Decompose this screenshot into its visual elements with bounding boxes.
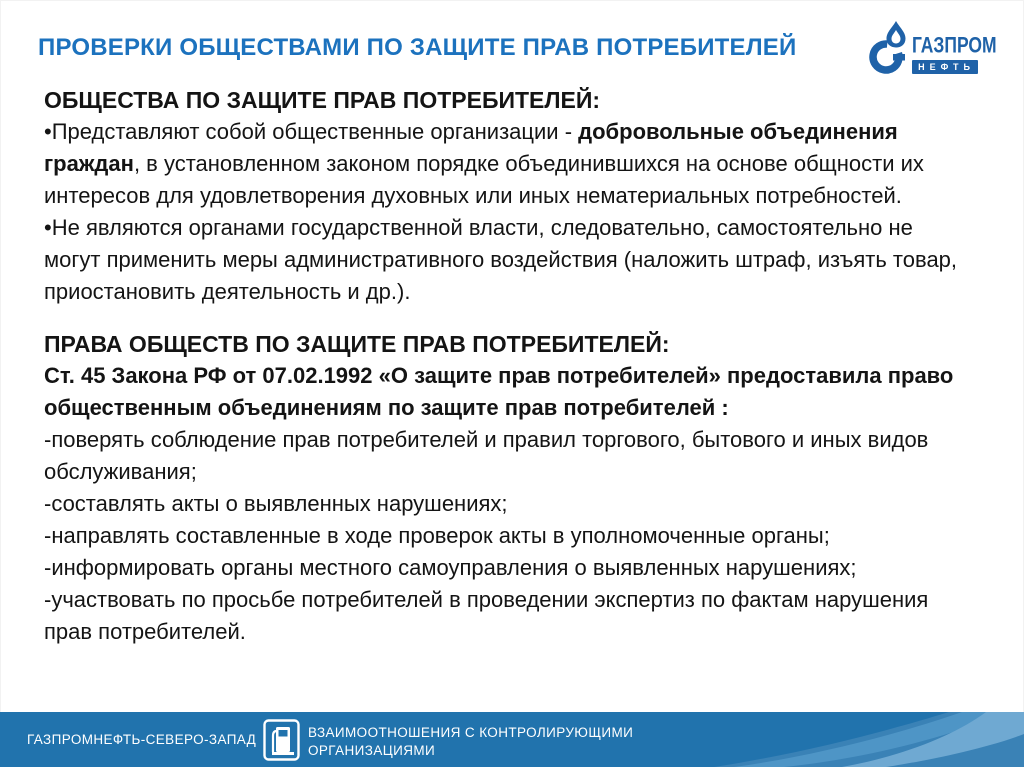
footer-topic-line2: ОРГАНИЗАЦИЯМИ bbox=[308, 743, 436, 758]
slide-title: ПРОВЕРКИ ОБЩЕСТВАМИ ПО ЗАЩИТЕ ПРАВ ПОТРЕБИТЕЛЕЙ bbox=[38, 34, 797, 61]
footer-topic-line1: ВЗАИМООТНОШЕНИЯ С КОНТРОЛИРУЮЩИМИ bbox=[308, 725, 634, 740]
rights-item: -составлять акты о выявленных нарушениях; bbox=[44, 491, 508, 516]
section1-bullet2: •Не являются органами государственной власти, следовательно, самостоятельно не могут применить меры административного воздействия (наложить штраф, изъять товар, приостановить деятельность и др.). bbox=[44, 215, 958, 304]
logo-text bbox=[912, 33, 1004, 76]
bullet1-text-pre: •Представляют собой общественные организации - bbox=[44, 119, 579, 144]
rights-item: -поверять соблюдение прав потребителей и правил торгового, бытового и иных видов обслуживания; bbox=[44, 427, 929, 484]
footer-swoosh-decoration bbox=[714, 712, 1024, 767]
fuel-pump-icon bbox=[263, 719, 300, 761]
section1-heading: ОБЩЕСТВА ПО ЗАЩИТЕ ПРАВ ПОТРЕБИТЕЛЕЙ: bbox=[44, 87, 601, 113]
slide-body bbox=[44, 84, 972, 648]
bullet1-text-bold: добровольные объединения граждан bbox=[44, 119, 898, 176]
rights-item: -участвовать по просьбе потребителей в проведении экспертиз по фактам нарушения прав потребителей. bbox=[44, 587, 929, 644]
section2-intro: Ст. 45 Закона РФ от 07.02.1992 «О защите прав потребителей» предоставила право общественным объединениям по защите прав потребителей : bbox=[44, 363, 954, 420]
rights-item: -направлять составленные в ходе проверок акты в уполномоченные органы; bbox=[44, 523, 830, 548]
bullet1-text-post: , в установленном законом порядке объединившихся на основе общности их интересов для удовлетворения духовных или иных нематериальных потребностей. bbox=[44, 151, 924, 208]
rights-item: -информировать органы местного самоуправления о выявленных нарушениях; bbox=[44, 555, 857, 580]
rights-list bbox=[44, 424, 972, 648]
logo-brand-text: ГАЗПРОМ bbox=[912, 33, 997, 59]
gazprom-neft-logo bbox=[869, 20, 1004, 76]
slide-footer bbox=[0, 712, 1024, 767]
logo-sub-text: НЕФТЬ bbox=[912, 60, 978, 74]
footer-company-name: ГАЗПРОМНЕФТЬ-СЕВЕРО-ЗАПАД bbox=[27, 732, 257, 747]
footer-topic bbox=[308, 724, 633, 760]
gazprom-flame-g-icon bbox=[869, 20, 909, 76]
section1-bullet1 bbox=[44, 116, 972, 212]
section2-heading: ПРАВА ОБЩЕСТВ ПО ЗАЩИТЕ ПРАВ ПОТРЕБИТЕЛЕЙ: bbox=[44, 331, 670, 357]
